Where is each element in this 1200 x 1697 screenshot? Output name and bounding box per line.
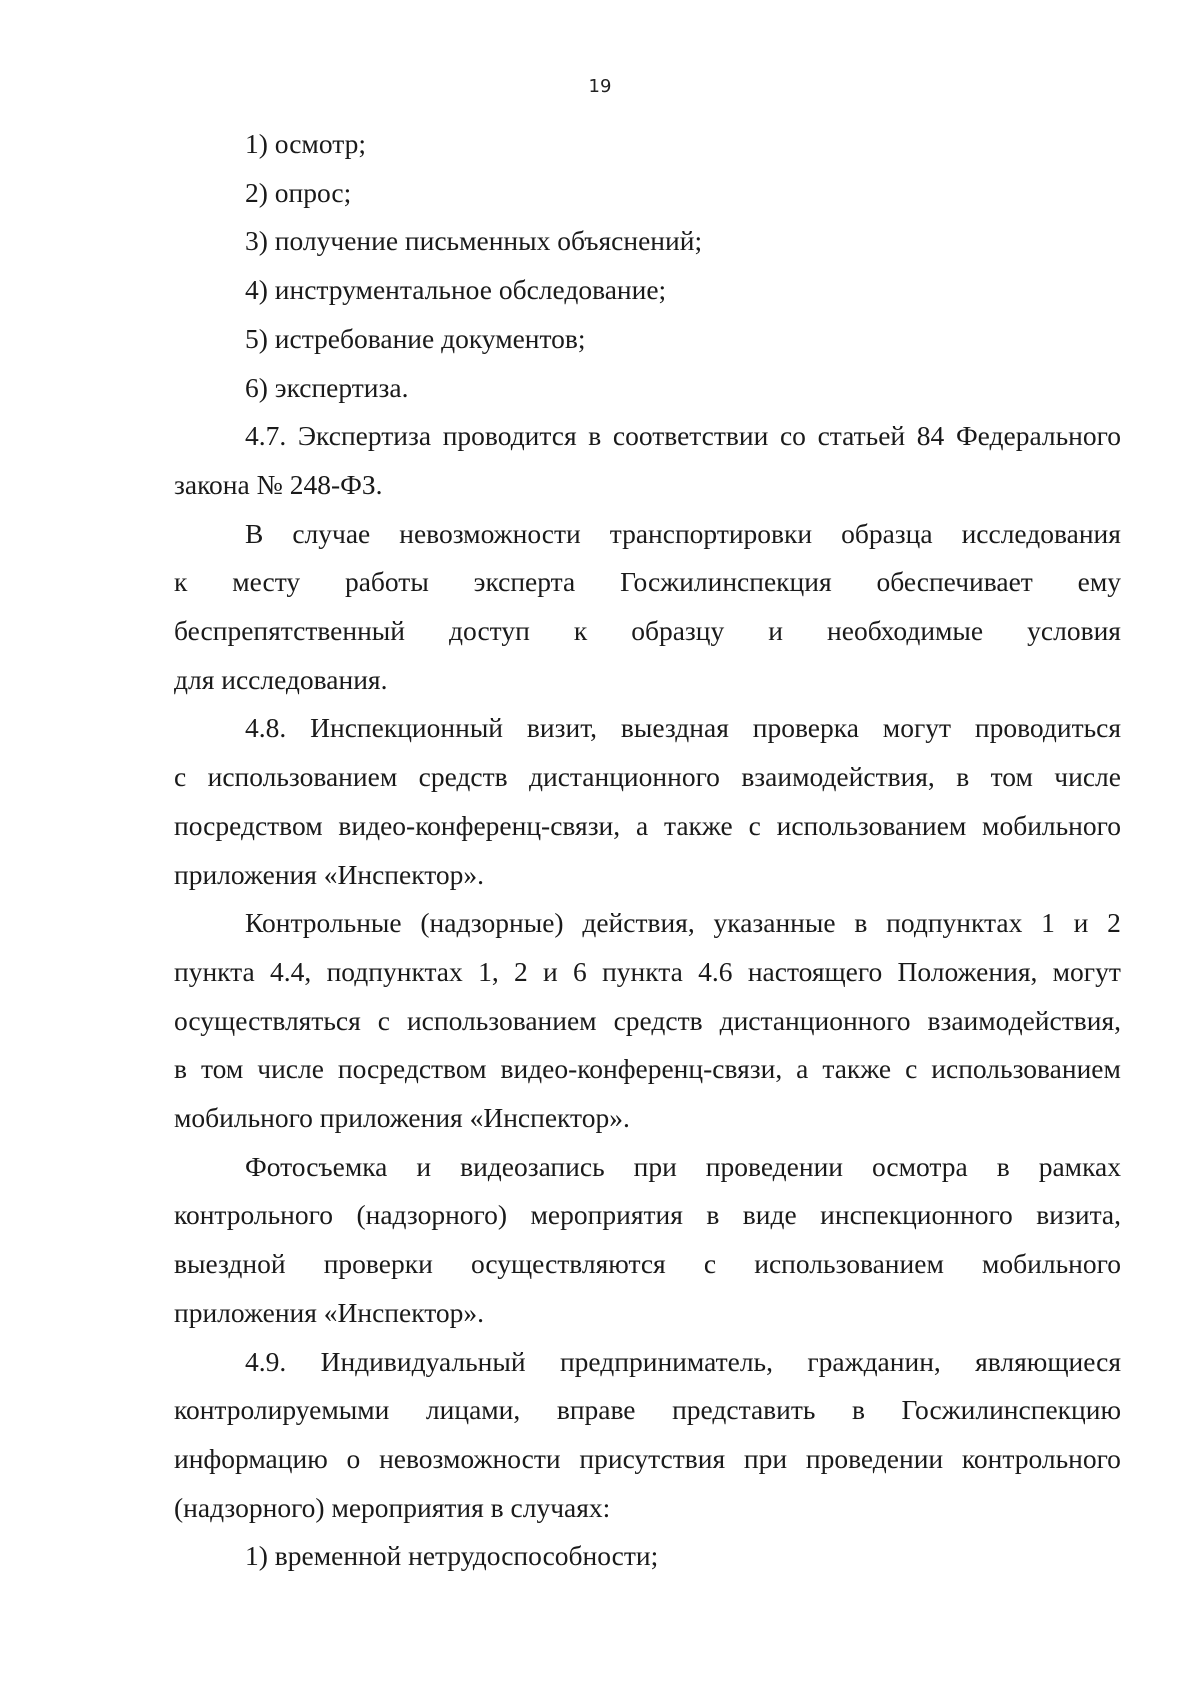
word: действия, bbox=[582, 907, 695, 939]
word: и bbox=[1073, 907, 1089, 939]
word: соответствии bbox=[612, 420, 769, 452]
word: посредством bbox=[174, 809, 323, 841]
word: указанные bbox=[713, 907, 836, 939]
last-line: приложения «Инспектор». bbox=[174, 858, 485, 890]
word: вправе bbox=[556, 1394, 636, 1426]
word: к bbox=[174, 566, 188, 598]
word: работы bbox=[344, 566, 429, 598]
word: Федерального bbox=[955, 420, 1121, 452]
justified-line bbox=[174, 1338, 1121, 1387]
word: видео-конференц-связи, bbox=[500, 1053, 783, 1085]
word: обеспечивает bbox=[876, 566, 1033, 598]
word: выездной bbox=[174, 1248, 286, 1280]
word: пункта bbox=[602, 955, 683, 987]
justified-line bbox=[174, 558, 1121, 607]
paragraph-4-9 bbox=[174, 1338, 1121, 1533]
word: средств bbox=[613, 1004, 703, 1036]
word: 6 bbox=[573, 955, 587, 987]
justified-line bbox=[174, 704, 1121, 753]
word: средств bbox=[418, 761, 508, 793]
word: Экспертиза bbox=[297, 420, 432, 452]
list-item: 1) осмотр; bbox=[245, 128, 366, 159]
word: с bbox=[377, 1004, 390, 1036]
word: предприниматель, bbox=[559, 1345, 773, 1377]
word: 2 bbox=[513, 955, 528, 987]
word: в bbox=[854, 907, 868, 939]
word: использованием bbox=[406, 1004, 597, 1036]
word: виде bbox=[742, 1199, 797, 1231]
word: невозможности bbox=[379, 1442, 561, 1474]
list-item: 6) экспертиза. bbox=[245, 371, 409, 403]
word: 4.9. bbox=[245, 1345, 287, 1377]
word: Контрольные bbox=[245, 907, 402, 939]
word: числе bbox=[1054, 761, 1121, 793]
word: использованием bbox=[776, 809, 967, 841]
last-line: приложения «Инспектор». bbox=[174, 1296, 485, 1328]
word: Госжилинспекцию bbox=[901, 1394, 1121, 1426]
word: также bbox=[822, 1053, 892, 1085]
word: Фотосъемка bbox=[245, 1150, 388, 1182]
word: исследования bbox=[961, 517, 1121, 549]
word: с bbox=[905, 1053, 918, 1085]
word: В bbox=[245, 517, 264, 549]
word: осмотра bbox=[872, 1150, 968, 1182]
word: к bbox=[573, 615, 588, 647]
word: а bbox=[796, 1053, 809, 1085]
justified-line bbox=[174, 997, 1121, 1046]
word: 2 bbox=[1107, 907, 1121, 939]
justified-line bbox=[174, 753, 1121, 802]
word: в bbox=[851, 1394, 865, 1426]
word: осуществляться bbox=[174, 1004, 361, 1036]
word: в bbox=[174, 1053, 187, 1085]
justified-line bbox=[174, 899, 1121, 948]
word: в bbox=[588, 420, 602, 452]
paragraph-control-actions bbox=[174, 899, 1121, 1143]
word: проверки bbox=[323, 1248, 433, 1280]
word: могут bbox=[1052, 955, 1121, 987]
word: доступ bbox=[449, 615, 530, 647]
word: настоящего bbox=[747, 955, 883, 987]
word: рамках bbox=[1038, 1150, 1121, 1182]
word: использованием bbox=[931, 1053, 1121, 1085]
word: 4.7. bbox=[245, 420, 287, 452]
word: посредством bbox=[337, 1053, 487, 1085]
word: (надзорного) bbox=[356, 1199, 508, 1231]
paragraph-sample-transport bbox=[174, 510, 1121, 705]
word: и bbox=[768, 615, 784, 647]
word: проведении bbox=[705, 1150, 844, 1182]
word: мероприятия bbox=[530, 1199, 683, 1231]
word: присутствия bbox=[579, 1442, 726, 1474]
word: лицами, bbox=[425, 1394, 521, 1426]
justified-line bbox=[174, 607, 1121, 656]
word: контрольного bbox=[961, 1442, 1121, 1474]
paragraph-4-8 bbox=[174, 704, 1121, 899]
justified-line bbox=[174, 510, 1121, 559]
last-line: для исследования. bbox=[174, 663, 388, 695]
word: 84 bbox=[916, 420, 945, 452]
last-line: (надзорного) мероприятия в случаях: bbox=[174, 1491, 611, 1523]
word: а bbox=[635, 809, 649, 841]
word: эксперта bbox=[473, 566, 576, 598]
word: необходимые bbox=[827, 615, 984, 647]
word: и bbox=[543, 955, 558, 987]
word: дистанционного bbox=[529, 761, 720, 793]
word: 4.4, bbox=[270, 955, 312, 987]
word: мобильного bbox=[982, 1248, 1121, 1280]
word: с bbox=[703, 1248, 717, 1280]
word: 4.8. bbox=[245, 712, 287, 744]
word: представить bbox=[672, 1394, 816, 1426]
word: визит, bbox=[526, 712, 598, 744]
word: 4.6 bbox=[698, 955, 733, 987]
word: беспрепятственный bbox=[174, 615, 405, 647]
word: проводиться bbox=[974, 712, 1121, 744]
word: контрольного bbox=[174, 1199, 333, 1231]
justified-line bbox=[174, 948, 1121, 997]
word: и bbox=[416, 1150, 432, 1182]
word: Госжилинспекция bbox=[620, 566, 832, 598]
word: транспортировки bbox=[609, 517, 813, 549]
word: подпунктах bbox=[886, 907, 1023, 939]
word: числе bbox=[257, 1053, 324, 1085]
word: 1, bbox=[478, 955, 499, 987]
word: видеозапись bbox=[460, 1150, 605, 1182]
word: Положения, bbox=[897, 955, 1038, 987]
justified-line bbox=[174, 1240, 1121, 1289]
list-item: 4) инструментальное обследование; bbox=[245, 274, 667, 306]
word: (надзорные) bbox=[420, 907, 564, 939]
word: проводится bbox=[442, 420, 577, 452]
word: в bbox=[706, 1199, 720, 1231]
paragraph-photo-video bbox=[174, 1143, 1121, 1338]
document-body bbox=[174, 120, 1121, 1581]
word: проверка bbox=[752, 712, 859, 744]
word: при bbox=[633, 1150, 677, 1182]
word: выездная bbox=[620, 712, 729, 744]
word: Индивидуальный bbox=[320, 1345, 526, 1377]
word: статьей bbox=[817, 420, 906, 452]
word: при bbox=[743, 1442, 788, 1474]
word: дистанционного bbox=[719, 1004, 911, 1036]
word: образца bbox=[841, 517, 933, 549]
list-item: 1) временной нетрудоспособности; bbox=[245, 1540, 659, 1572]
word: условия bbox=[1027, 615, 1121, 647]
word: случае bbox=[292, 517, 371, 549]
word: месту bbox=[232, 566, 301, 598]
justified-line bbox=[174, 1435, 1121, 1484]
word: образцу bbox=[631, 615, 725, 647]
word: видео-конференц-связи, bbox=[338, 809, 621, 841]
word: с bbox=[174, 761, 187, 793]
word: ему bbox=[1077, 566, 1121, 598]
page-number: 19 bbox=[588, 76, 612, 97]
word: том bbox=[200, 1053, 244, 1085]
word: Инспекционный bbox=[310, 712, 504, 744]
justified-line bbox=[174, 1045, 1121, 1094]
word: контролируемыми bbox=[174, 1394, 390, 1426]
word: том bbox=[990, 761, 1033, 793]
last-line: закона № 248-ФЗ. bbox=[174, 468, 383, 500]
word: могут bbox=[882, 712, 951, 744]
word: пункта bbox=[174, 955, 255, 987]
list-item: 3) получение письменных объяснений; bbox=[245, 225, 703, 257]
word: 1 bbox=[1041, 907, 1055, 939]
word: взаимодействия, bbox=[927, 1004, 1121, 1036]
word: взаимодействия, bbox=[741, 761, 935, 793]
word: осуществляются bbox=[470, 1248, 666, 1280]
word: со bbox=[779, 420, 806, 452]
word: использованием bbox=[754, 1248, 944, 1280]
word: мобильного bbox=[982, 809, 1121, 841]
word: визита, bbox=[1036, 1199, 1121, 1231]
word: инспекционного bbox=[820, 1199, 1013, 1231]
justified-line bbox=[174, 412, 1121, 461]
word: использованием bbox=[207, 761, 398, 793]
word: информацию bbox=[174, 1442, 328, 1474]
last-line: мобильного приложения «Инспектор». bbox=[174, 1102, 630, 1134]
word: гражданин, bbox=[807, 1345, 941, 1377]
justified-line bbox=[174, 1386, 1121, 1435]
list-item: 5) истребование документов; bbox=[245, 322, 586, 354]
word: в bbox=[956, 761, 970, 793]
word: подпунктах bbox=[326, 955, 463, 987]
justified-line bbox=[174, 802, 1121, 851]
word: о bbox=[346, 1442, 361, 1474]
justified-line bbox=[174, 1191, 1121, 1240]
word: также bbox=[664, 809, 733, 841]
word: являющиеся bbox=[975, 1345, 1121, 1377]
list-item: 2) опрос; bbox=[245, 176, 352, 208]
word: в bbox=[996, 1150, 1010, 1182]
word: невозможности bbox=[399, 517, 581, 549]
word: с bbox=[748, 809, 761, 841]
justified-line bbox=[174, 1143, 1121, 1192]
paragraph-4-7 bbox=[174, 412, 1121, 509]
word: проведении bbox=[805, 1442, 944, 1474]
